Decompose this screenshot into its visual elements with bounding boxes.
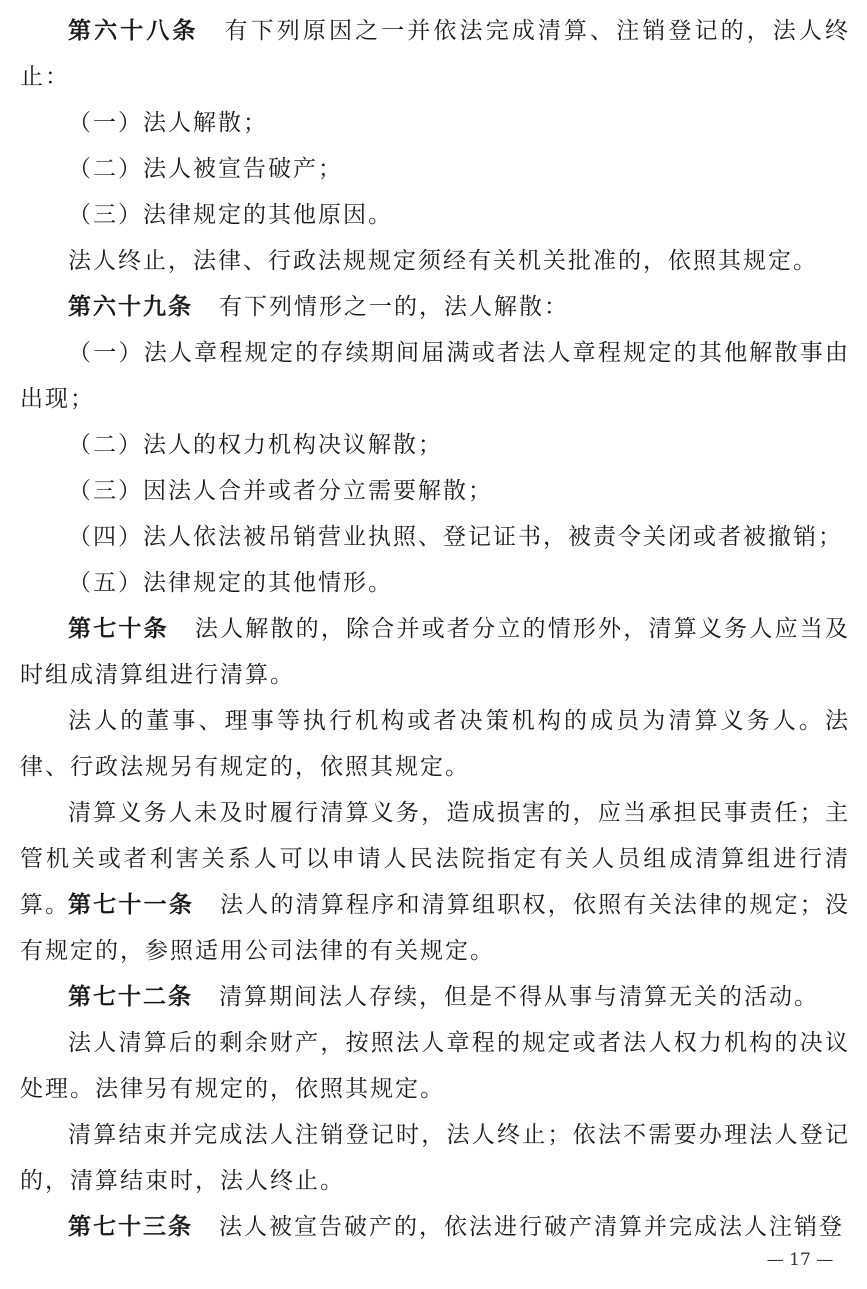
paragraph-text: 清算期间法人存续，但是不得从事与清算无关的活动。	[219, 984, 819, 1010]
paragraph-text: 法人终止，法律、行政法规规定须经有关机关批准的，依照其规定。	[68, 248, 818, 274]
article-number: 第六十九条	[68, 294, 193, 320]
paragraph	[20, 1112, 850, 1204]
paragraph	[20, 1020, 850, 1112]
paragraph-text: （四）法人依法被吊销营业执照、登记证书，被责令关闭或者被撤销；	[68, 524, 843, 550]
paragraph-text: （三）因法人合并或者分立需要解散；	[68, 478, 493, 504]
paragraph-article-68	[20, 8, 850, 100]
paragraph-item	[20, 422, 850, 468]
paragraph-item	[20, 560, 850, 606]
paragraph-text: 有下列原因之一并依法完成清算、注销登记的，法人终止：	[20, 18, 851, 90]
paragraph-text: 法人的董事、理事等执行机构或者决策机构的成员为清算义务人。法律、行政法规另有规定的，依照其规定。	[20, 708, 850, 780]
paragraph-article-72	[20, 974, 850, 1020]
paragraph-text: （五）法律规定的其他情形。	[68, 570, 393, 596]
paragraph-text: 法人解散的，除合并或者分立的情形外，清算义务人应当及时组成清算组进行清算。	[20, 616, 851, 688]
paragraph-text: （二）法人的权力机构决议解散；	[68, 432, 443, 458]
article-number: 第六十八条	[68, 18, 199, 44]
paragraph-article-73	[20, 1204, 850, 1250]
paragraph-article-69	[20, 284, 850, 330]
paragraph-item	[20, 100, 850, 146]
article-number: 第七十二条	[68, 984, 193, 1010]
paragraph-text: （一）法人章程规定的存续期间届满或者法人章程规定的其他解散事由出现；	[20, 340, 850, 412]
paragraph-text: （一）法人解散；	[68, 110, 268, 136]
paragraph-text: （三）法律规定的其他原因。	[68, 202, 393, 228]
paragraph-item	[20, 514, 850, 560]
article-number: 第七十一条	[68, 892, 195, 918]
paragraph	[20, 698, 850, 790]
paragraph-item	[20, 468, 850, 514]
article-number: 第七十三条	[68, 1214, 193, 1240]
paragraph-item	[20, 146, 850, 192]
paragraph-text: 法人被宣告破产的，依法进行破产清算并完成法人注销登	[219, 1214, 844, 1240]
paragraph-article-71	[20, 882, 850, 974]
article-number: 第七十条	[68, 616, 169, 642]
paragraph-text: 法人的清算程序和清算组职权，依照有关法律的规定；没有规定的，参照适用公司法律的有关规定。	[20, 892, 851, 964]
paragraph-item	[20, 330, 850, 422]
paragraph-text: 清算结束并完成法人注销登记时，法人终止；依法不需要办理法人登记的，清算结束时，法人终止。	[20, 1122, 850, 1194]
paragraph-item	[20, 192, 850, 238]
paragraph-text: 有下列情形之一的，法人解散：	[219, 294, 569, 320]
paragraph	[20, 238, 850, 284]
paragraph-text: 清算义务人未及时履行清算义务，造成损害的，应当承担民事责任；主管机关或者利害关系人可以申请人民法院指定有关人员组成清算组进行清算。	[20, 800, 850, 918]
paragraph-article-70	[20, 606, 850, 698]
paragraph-text: （二）法人被宣告破产；	[68, 156, 343, 182]
paragraph-text: 法人清算后的剩余财产，按照法人章程的规定或者法人权力机构的决议处理。法律另有规定的，依照其规定。	[20, 1030, 850, 1102]
page-number: — 17 —	[766, 1250, 834, 1270]
